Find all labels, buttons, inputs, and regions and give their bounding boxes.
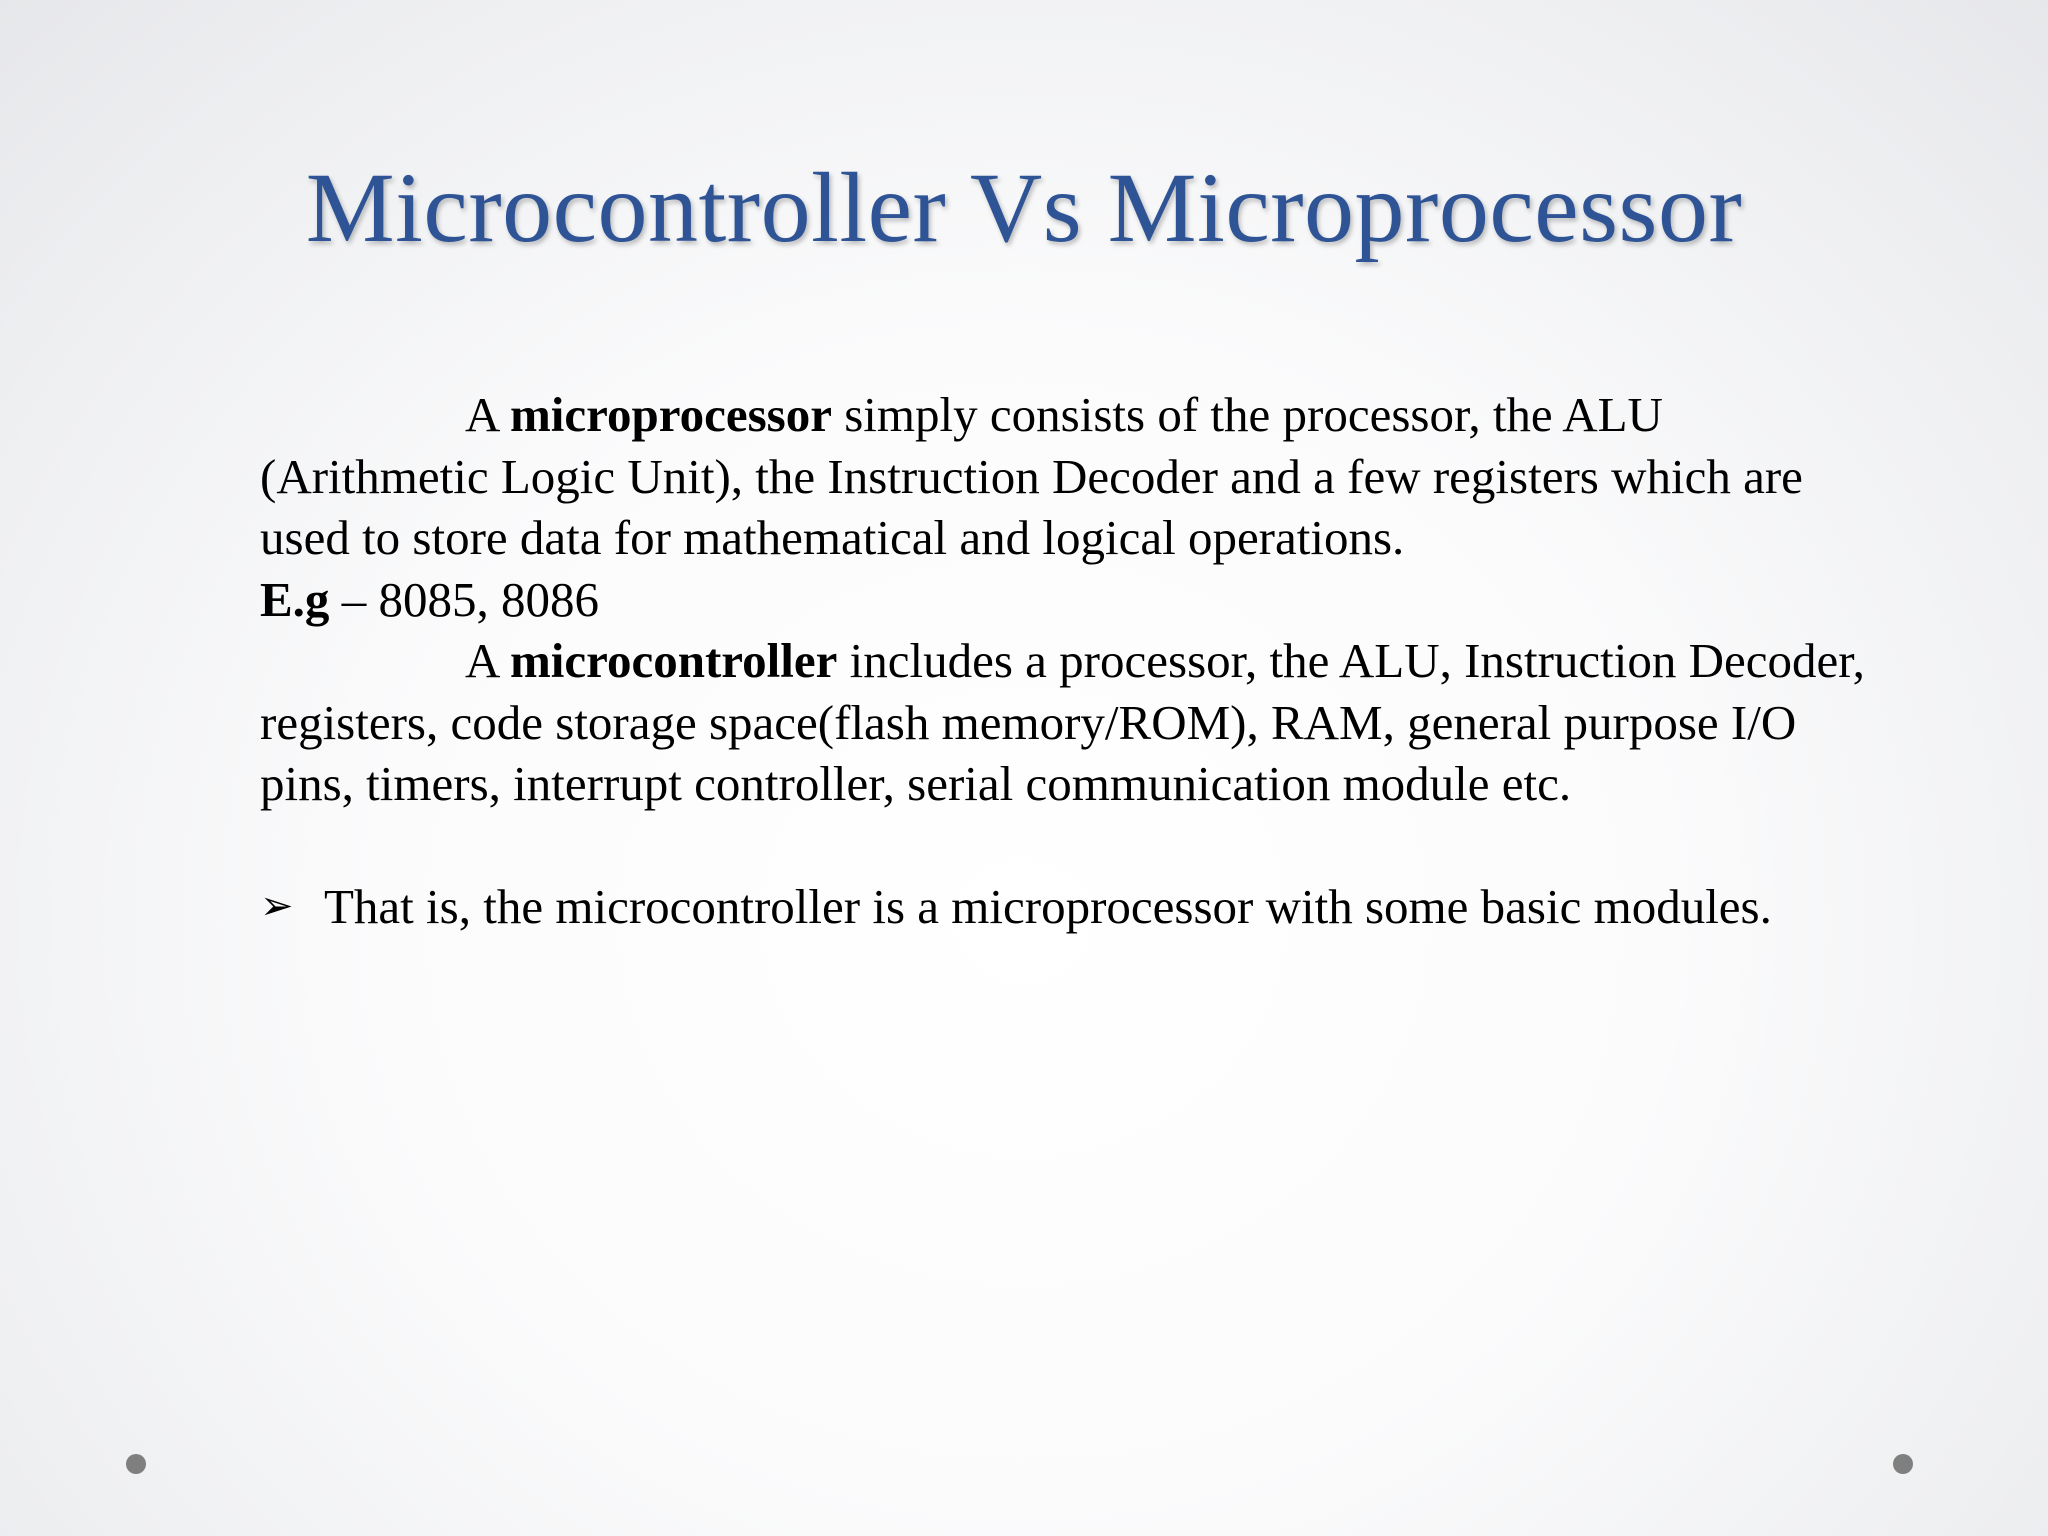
bullet-text: That is, the microcontroller is a microprocessor with some basic modules.: [324, 879, 1772, 934]
arrow-bullet-icon: ➢: [260, 883, 294, 929]
paragraph-microprocessor: [260, 384, 1880, 569]
slide-body: [260, 384, 1880, 938]
paragraph-text: includes a processor, the ALU, Instruction Decoder, registers, code storage space(flash memory/ROM), RAM, general purpose I/O pins, timers, interrupt controller, serial communication module etc.: [260, 633, 1865, 811]
example-line: [260, 569, 1880, 631]
bullet-item: [260, 876, 1880, 938]
paragraph-lead: A: [465, 387, 510, 442]
slide-title: Microcontroller Vs Microprocessor: [305, 152, 1743, 263]
paragraph-text: simply consists of the processor, the ALU (Arithmetic Logic Unit), the Instruction Decoder and a few registers which are used to store data for mathematical and logical operations.: [260, 387, 1803, 565]
left-dot-icon: [126, 1454, 146, 1474]
paragraph-spacer: [260, 815, 1880, 877]
example-text: – 8085, 8086: [329, 571, 599, 627]
term-microcontroller: microcontroller: [509, 633, 838, 688]
paragraph-microcontroller: [260, 630, 1880, 815]
paragraph-lead: A: [465, 633, 510, 688]
example-label: E.g: [260, 571, 330, 627]
term-microprocessor: microprocessor: [509, 387, 832, 442]
right-dot-icon: [1893, 1454, 1913, 1474]
